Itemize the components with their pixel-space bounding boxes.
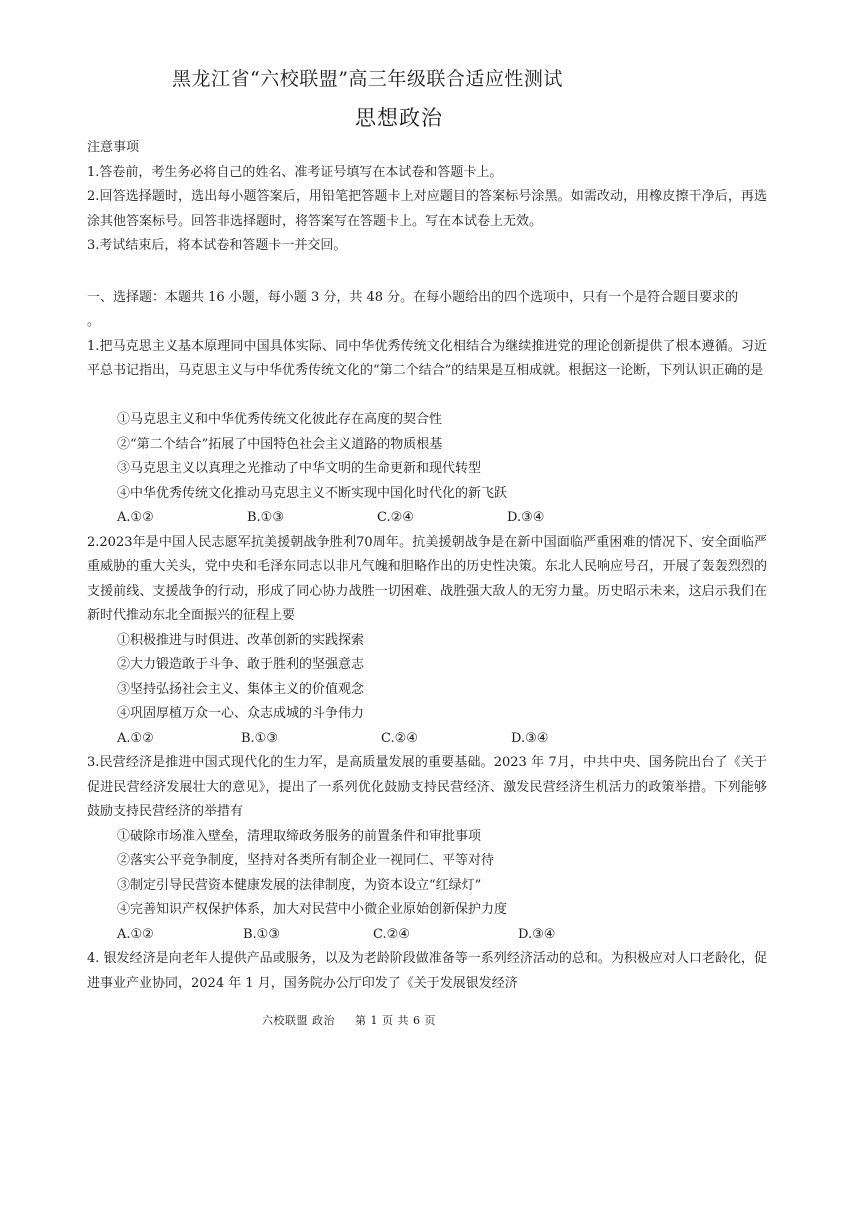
notice-item: 1.答卷前，考生务必将自己的姓名、准考证号填写在本试卷和答题卡上。 bbox=[87, 164, 503, 180]
footer-left: 六校联盟 政治 bbox=[262, 1014, 335, 1027]
question-1-stem: 1.把马克思主义基本原理同中国具体实际、同中华优秀传统文化相结合为继续推进党的理论创新提供了根本遵循。习近平总书记指出，马克思主义与中华优秀传统文化的“第二个结合”的结果是互相成就。根据这一论断，下列认识正确的是 bbox=[87, 338, 767, 378]
question-1-option: ②“第二个结合”拓展了中国特色社会主义道路的物质根基 bbox=[117, 436, 443, 452]
question-2-option: ①积极推进与时俱进、改革创新的实践探索 bbox=[117, 632, 365, 648]
choice-c: C.②④ bbox=[377, 510, 414, 525]
question-3-choices bbox=[87, 923, 767, 948]
section-heading: 一、选择题：本题共 16 小题，每小题 3 分，共 48 分。在每小题给出的四个选项中，只有一个是符合题目要求的 bbox=[87, 289, 739, 305]
question-3-option: ④完善知识产权保护体系，加大对民营中小微企业原始创新保护力度 bbox=[117, 902, 508, 917]
choice-d: D.③④ bbox=[511, 730, 549, 746]
section-heading-tail: 。 bbox=[87, 314, 101, 329]
choice-b: B.①③ bbox=[241, 730, 278, 746]
question-2-option: ③坚持弘扬社会主义、集体主义的价值观念 bbox=[117, 681, 365, 697]
notice-item: 2.回答选择题时，选出每小题答案后，用铅笔把答题卡上对应题目的答案标号涂黑。如需改动，用橡皮擦干净后，再选涂其他答案标号。回答非选择题时，将答案写在答题卡上。写在本试卷上无效。 bbox=[87, 189, 767, 229]
choice-a: A.①② bbox=[117, 926, 154, 942]
choice-c: C.②④ bbox=[381, 730, 418, 746]
question-3-option: ③制定引导民营资本健康发展的法律制度，为资本设立“红绿灯” bbox=[117, 877, 482, 893]
question-4-stem: 4. 银发经济是向老年人提供产品或服务，以及为老龄阶段做准备等一系列经济活动的总和。为积极应对人口老龄化，促进事业产业协同，2024 年 1 月，国务院办公厅印发了《关于发展银发经济 bbox=[87, 951, 767, 991]
question-1-option: ③马克思主义以真理之光推动了中华文明的生命更新和现代转型 bbox=[117, 461, 482, 476]
spacer bbox=[87, 259, 767, 286]
question-1-option: ④中华优秀传统文化推动马克思主义不断实现中国化时代化的新飞跃 bbox=[117, 485, 508, 501]
notice-title: 注意事项 bbox=[87, 140, 140, 155]
question-3-option: ②落实公平竞争制度，坚持对各类所有制企业一视同仁、平等对待 bbox=[117, 853, 495, 868]
notice-item: 3.考试结束后，将本试卷和答题卡一并交回。 bbox=[87, 238, 347, 253]
page-footer bbox=[262, 1012, 452, 1028]
question-2-choices bbox=[87, 727, 767, 752]
question-3-stem: 3.民营经济是推进中国式现代化的生力军，是高质量发展的重要基础。2023 年 7月，中共中央、国务院出台了《关于促进民营经济发展壮大的意见》，提出了一系列优化鼓励支持民营经济、激发民营经济生机活力的政策举措。下列能够鼓励支持民营经济的举措有 bbox=[87, 755, 767, 819]
choice-a: A.①② bbox=[117, 510, 154, 525]
question-2-option: ②大力锻造敢于斗争、敢于胜利的坚强意志 bbox=[117, 657, 365, 672]
exam-title: 黑龙江省“六校联盟”高三年级联合适应性测试 bbox=[172, 68, 563, 90]
choice-a: A.①② bbox=[117, 730, 154, 746]
choice-b: B.①③ bbox=[243, 926, 280, 942]
choice-d: D.③④ bbox=[507, 510, 545, 525]
question-1-choices bbox=[87, 506, 767, 531]
question-2-option: ④巩固厚植万众一心、众志成城的斗争伟力 bbox=[117, 706, 365, 721]
subject-title: 思想政治 bbox=[355, 106, 443, 130]
question-2-stem: 2.2023年是中国人民志愿军抗美援朝战争胜利70周年。抗美援朝战争是在新中国面临严重困难的情况下、安全面临严重威胁的重大关头，党中央和毛泽东同志以非凡气魄和胆略作出的历史性决策。东北人民响应号召，开展了轰轰烈烈的支援前线、支援战争的行动，形成了同心协力战胜一切困难、战胜强大敌人的无穷力量。历史昭示未来，这启示我们在新时代推动东北全面振兴的征程上要 bbox=[87, 534, 767, 623]
exam-content bbox=[87, 136, 767, 996]
choice-b: B.①③ bbox=[247, 510, 284, 525]
question-1-option: ①马克思主义和中华优秀传统文化彼此存在高度的契合性 bbox=[117, 412, 443, 427]
choice-c: C.②④ bbox=[373, 926, 410, 942]
question-3-option: ①破除市场准入壁垒，清理取缔政务服务的前置条件和审批事项 bbox=[117, 828, 482, 844]
footer-page-number: 第 1 页 共 6 页 bbox=[355, 1014, 436, 1027]
choice-d: D.③④ bbox=[518, 926, 556, 942]
